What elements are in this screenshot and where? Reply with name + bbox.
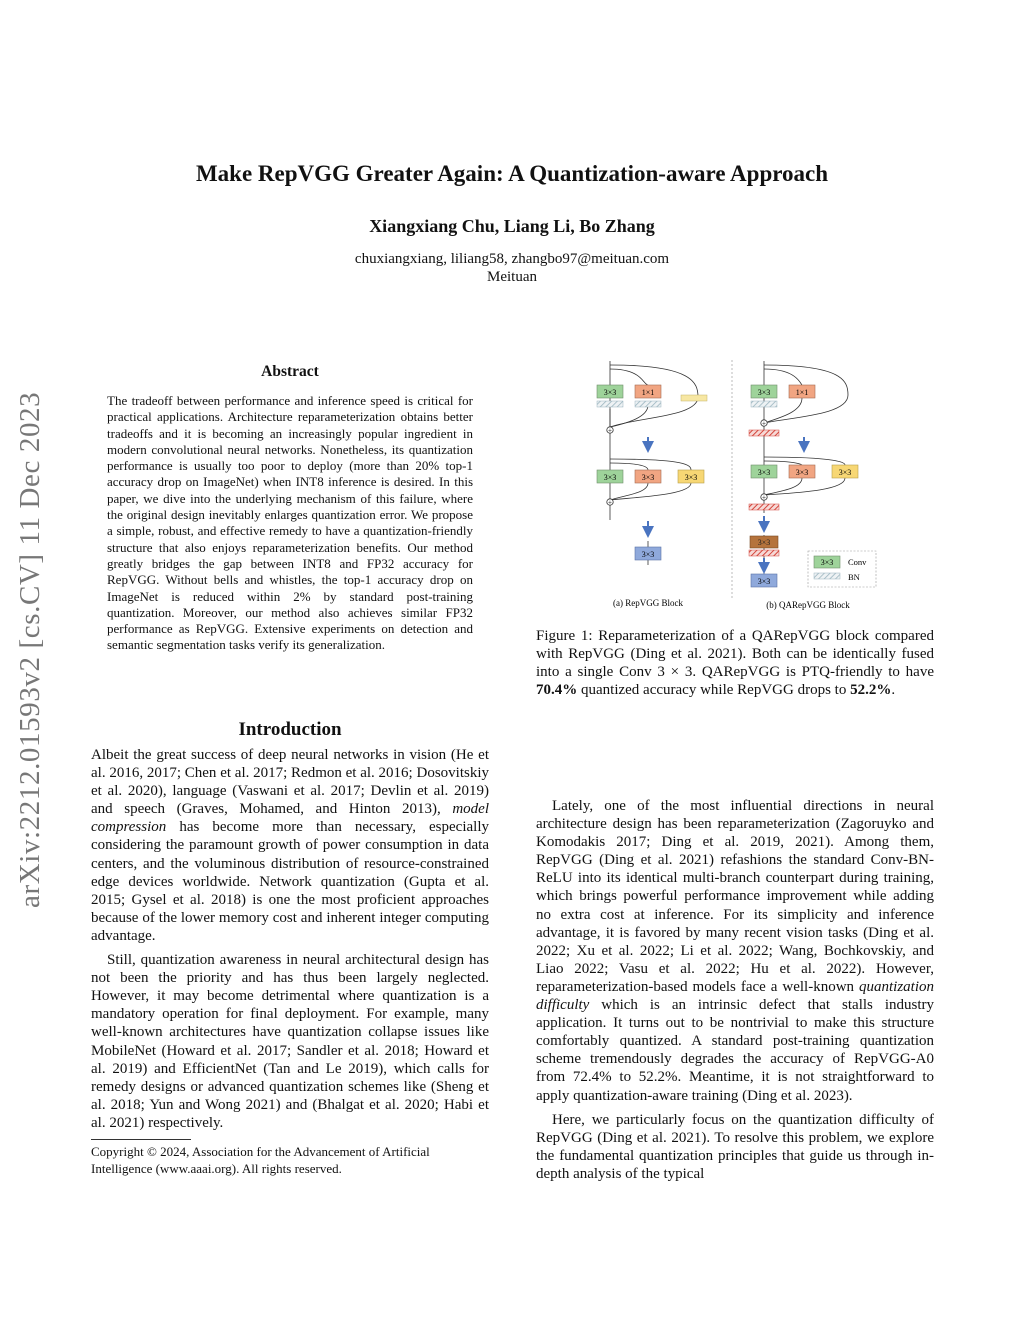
conv3x3-label: 3×3 [838, 468, 852, 477]
legend-conv-label: Conv [848, 557, 867, 567]
author-emails: chuxiangxiang, liliang58, zhangbo97@meituan.com [354, 251, 670, 267]
caption-text-end: . [891, 682, 896, 699]
arxiv-identifier: arXiv:2212.01593v2 [cs.CV] 11 Dec 2023 [14, 391, 46, 909]
sum-symbol: + [762, 419, 766, 428]
conv3x3-label: 3×3 [641, 550, 655, 559]
conv3x3-label: 3×3 [757, 538, 771, 547]
right-p1-text-a: Lately, one of the most influential directions in neural architecture design has been reparameterization (Zagoruyko and Komodakis 2017; Ding et al. 2019, 2021). Among them, RepVGG (Ding et al. 2021) refashions the standard Conv-BN-ReLU into its identical multi-branch counterpart during training, which brings powerful performance improvement while adding no extra cost at inference. For its simplicity and inference advantage, it is favored by many recent vision tasks (Ding et al. 2022; Xu et al. 2022; Li et al. 2022; Wang, Bochkovskiy, and Liao 2022; Vasu et al. 2022; Hu et al. 2022). However, reparameterization-based models face a well-known [536, 798, 934, 995]
bn-block [751, 401, 777, 407]
intro-p1-text-b: has become more than necessary, especially considering the paramount growth of power consumption in data centers, and the voluminous distribution of resource-constrained edge devices worldwide. Network quantization (Gupta et al. 2015; Gysel et al. 2018) is one the most proficient approaches because of the lower memory cost and inherent integer computing advantage. [91, 819, 489, 944]
qarepvgg-fused-branches [749, 455, 858, 513]
intro-p1-text-a: Albeit the great success of deep neural networks in vision (He et al. 2016, 2017; Chen et al. 2017; Redmon et al. 2016; Dosovitskiy et al. 2020), language (Vaswani et al. 2017; Devlin et al. 2019) and speech (Graves, Mohamed, and Hinton 2013), [91, 747, 489, 818]
subcaption-a: (a) RepVGG Block [613, 598, 683, 608]
author-list: Xiangxiang Chu, Liang Li, Bo Zhang [369, 216, 655, 236]
caption-text-a: Figure 1: Reparameterization of a QARepVGG block compared with RepVGG (Ding et al. 2021). Both can be identically fused into a single Conv 3 × 3. QARepVGG is PTQ-friendly to have [536, 628, 934, 681]
conv3x3-label: 3×3 [641, 473, 655, 482]
right-paragraph-2: Here, we particularly focus on the quantization difficulty of RepVGG (Ding et al. 2021). To resolve this problem, we explore the fundamental quantization principles that guide us through in-depth analysis of the typical [536, 1111, 934, 1182]
legend-bn-label: BN [848, 572, 860, 582]
qarepvgg-single-conv [751, 574, 777, 587]
figure-1-caption [536, 627, 934, 699]
qarepvgg-train-block [749, 361, 848, 455]
right-p1-emphasis: quantization difficulty [536, 978, 934, 1014]
post-bn-block [749, 430, 779, 436]
sum-symbol: + [608, 498, 612, 507]
introduction-body [91, 746, 489, 1132]
abstract-heading: Abstract [261, 363, 319, 380]
caption-bold-repvgg: 52.2% [850, 682, 892, 699]
conv3x3-label: 3×3 [603, 388, 617, 397]
subcaption-b: (b) QARepVGG Block [766, 600, 850, 610]
figure-1-diagram [578, 355, 908, 620]
bn-block [597, 401, 623, 407]
conv3x3-label: 3×3 [603, 473, 617, 482]
footnote-divider [91, 1139, 191, 1140]
conv3x3-label: 3×3 [757, 468, 771, 477]
paper-title: Make RepVGG Greater Again: A Quantization-aware Approach [195, 161, 829, 186]
intro-p1-emphasis: model compression [91, 801, 489, 836]
right-p1-text-b: which is an intrinsic defect that stalls industry application. It turns out to be nontrivial to make this structure comfortably quantized. A standard post-training quantization scheme tremendously degrades the accuracy of RepVGG-A0 from 72.4% to 52.2%. Meantime, it is not straightforward to apply quantization-aware training (Ding et al. 2023). [536, 997, 934, 1104]
right-paragraph-1 [536, 797, 934, 1105]
repvgg-fused-branches [597, 455, 704, 520]
conv1x1-label: 1×1 [795, 388, 809, 397]
introduction-heading: Introduction [238, 719, 342, 740]
conv1x1-label: 1×1 [641, 388, 655, 397]
legend-bn-swatch [814, 573, 840, 579]
repvgg-train-block [597, 361, 707, 455]
sum-symbol: + [608, 426, 612, 435]
copyright-footnote: Copyright © 2024, Association for the Advancement of Artificial Intelligence (www.aaai.org). All rights reserved. [91, 1144, 430, 1176]
post-bn-block [749, 550, 779, 556]
caption-bold-qarepvgg: 70.4% [536, 682, 578, 699]
caption-text-mid: quantized accuracy while RepVGG drops to [577, 682, 851, 699]
right-column-body [536, 797, 934, 1183]
bn-block [635, 401, 661, 407]
post-bn-block [749, 504, 779, 510]
identity-bn-block [681, 395, 707, 401]
conv3x3-label: 3×3 [757, 388, 771, 397]
legend-conv-swatch-label: 3×3 [820, 558, 834, 567]
figure-legend [808, 551, 876, 587]
intro-paragraph-1 [91, 746, 489, 945]
conv3x3-label: 3×3 [795, 468, 809, 477]
abstract-text: The tradeoff between performance and inference speed is critical for practical applications. Architecture reparameterization obtains better tradeoffs and it is becoming an increasingly popular ingredient in modern convolutional neural networks. Nonetheless, its quantization performance is usually too poor to deploy (more than 20% top-1 accuracy drop on ImageNet) when INT8 inference is desired. In this paper, we dive into the underlying mechanism of this failure, where the original design inevitably enlarges quantization error. We propose a simple, robust, and effective remedy to have a quantization-friendly structure that also enjoys reparameterization benefits. Our method greatly bridges the gap between INT8 and FP32 accuracy for RepVGG. Without bells and whistles, the top-1 accuracy drop on ImageNet is reduced within 2% by standard post-training quantization. Moreover, our method also achieves similar FP32 performance as RepVGG. Extensive experiments on detection and semantic segmentation tasks verify its generalization. [107, 393, 473, 653]
conv3x3-label: 3×3 [757, 577, 771, 586]
sum-symbol: + [762, 493, 766, 502]
intro-paragraph-2: Still, quantization awareness in neural architectural design has not been the priority and has thus been largely neglected. However, it may become detrimental where quantization is a mandatory operation for final deployment. For example, many well-known architectures have quantization collapse issues like MobileNet (Howard et al. 2017; Sandler et al. 2018; Howard et al. 2019) and EfficientNet (Tan and Le 2019), which calls for remedy designs or advanced quantization schemes like (Sheng et al. 2018; Yun and Wong 2021) and (Bhalgat et al. 2020; Habi et al. 2021) respectively. [91, 952, 489, 1131]
affiliation: Meituan [487, 269, 537, 285]
repvgg-single-conv [635, 541, 661, 565]
conv3x3-label: 3×3 [684, 473, 698, 482]
